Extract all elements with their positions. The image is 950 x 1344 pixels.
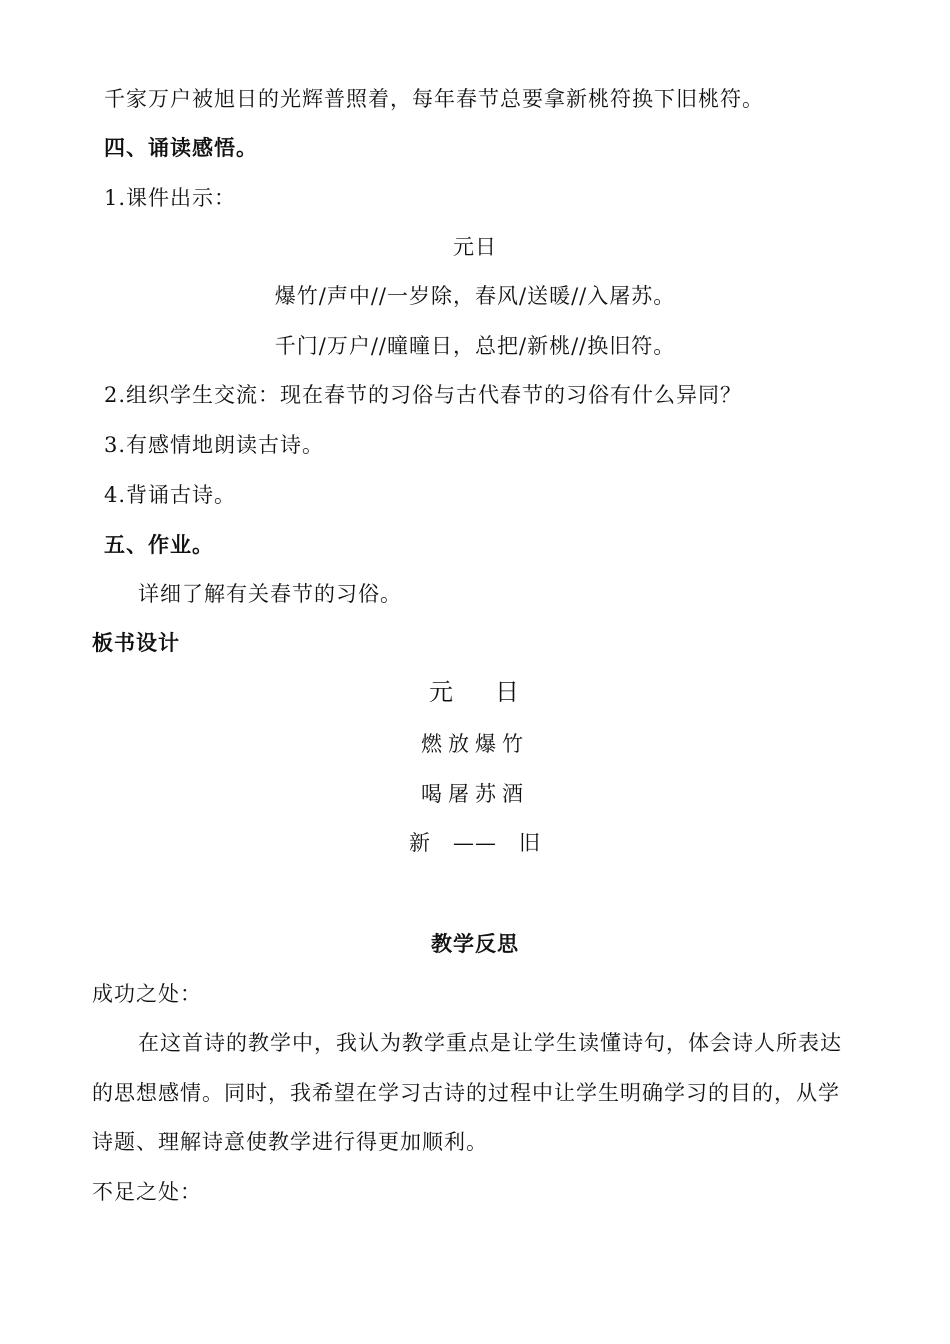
board-title-char: 日 <box>495 678 521 706</box>
section-heading-homework: 五、作业。 <box>104 533 214 557</box>
board-row: 喝屠苏酒 <box>421 782 529 806</box>
text-line: 千家万户被旭日的光辉普照着，每年春节总要拿新桃符换下旧桃符。 <box>104 87 764 111</box>
board-row <box>0 828 950 858</box>
list-item: 1.课件出示： <box>104 186 237 210</box>
board-dash: —— <box>453 831 497 855</box>
section-heading-recite: 四、诵读感悟。 <box>104 136 258 160</box>
poem-title: 元日 <box>453 235 497 259</box>
board-row: 燃放爆竹 <box>421 732 529 756</box>
list-item: 4.背诵古诗。 <box>104 483 237 507</box>
shortfall-label: 不足之处： <box>92 1180 202 1204</box>
board-title-char: 元 <box>429 678 455 706</box>
board-design-heading: 板书设计 <box>92 631 180 655</box>
reflection-paragraph-line: 诗题、理解诗意使教学进行得更加顺利。 <box>92 1130 488 1154</box>
reflection-title: 教学反思 <box>431 932 519 956</box>
poem-line: 爆竹/声中//一岁除，春风/送暖//入屠苏。 <box>274 284 676 308</box>
reflection-paragraph-line: 的思想感情。同时，我希望在学习古诗的过程中让学生明确学习的目的，从学 <box>92 1081 840 1105</box>
poem-line: 千门/万户//曈曈日，总把/新桃//换旧符。 <box>274 334 676 358</box>
board-old: 旧 <box>519 831 541 855</box>
success-label: 成功之处： <box>92 982 202 1006</box>
list-item: 2.组织学生交流：现在春节的习俗与古代春节的习俗有什么异同？ <box>104 383 743 407</box>
board-new: 新 <box>409 831 431 855</box>
reflection-paragraph-line: 在这首诗的教学中，我认为教学重点是让学生读懂诗句，体会诗人所表达 <box>138 1031 842 1055</box>
homework-text: 详细了解有关春节的习俗。 <box>138 582 402 606</box>
list-item: 3.有感情地朗读古诗。 <box>104 433 325 457</box>
board-title <box>0 677 950 707</box>
